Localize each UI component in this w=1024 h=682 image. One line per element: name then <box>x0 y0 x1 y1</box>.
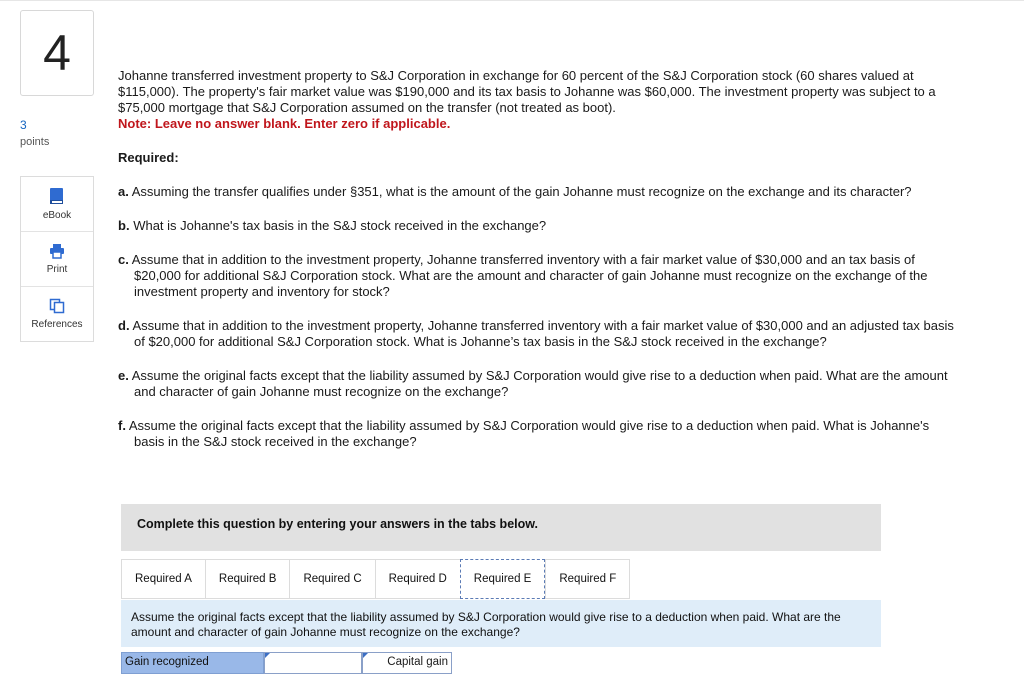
ebook-label: eBook <box>42 210 72 221</box>
required-part-b: b. What is Johanne's tax basis in the S&J stock received in the exchange? <box>118 218 547 233</box>
references-label: References <box>31 319 83 330</box>
tab-required-e[interactable]: Required E <box>460 559 546 599</box>
tools-panel <box>20 176 94 342</box>
tab-required-d[interactable]: Required D <box>375 559 460 599</box>
references-button[interactable] <box>21 287 93 341</box>
points-label: points <box>20 136 50 148</box>
gain-amount-input[interactable] <box>264 652 362 674</box>
ebook-button[interactable] <box>21 177 93 232</box>
problem-text <box>118 68 963 450</box>
top-divider <box>0 0 1024 1</box>
required-tabs <box>121 559 630 599</box>
answer-row <box>121 652 452 674</box>
answer-instruction: Complete this question by entering your answers in the tabs below. <box>121 504 881 551</box>
problem-intro: Johanne transferred investment property to S&J Corporation in exchange for 60 percent of the S&J Corporation stock (60 shares valued at $115,000). The property's fair market value was $190,000 and its tax basis to Johanne was $60,000. The investment property was subject to a $75,000 mortgage that S&J Corporation assumed on the transfer (not treated as boot). <box>118 68 936 115</box>
required-part-f: f. Assume the original facts except that the liability assumed by S&J Corporation would give rise to a deduction when paid. What is Johanne's basis in the S&J stock received in the exchange? <box>118 418 930 449</box>
gain-recognized-label: Gain recognized <box>121 652 264 674</box>
tab-required-c[interactable]: Required C <box>289 559 374 599</box>
required-heading: Required: <box>118 150 179 165</box>
required-part-a: a. Assuming the transfer qualifies under §351, what is the amount of the gain Johanne must recognize on the exchange and its character? <box>118 184 912 199</box>
printer-icon <box>49 243 65 259</box>
required-part-d: d. Assume that in addition to the investment property, Johanne transferred inventory with a fair market value of $30,000 and an adjusted tax basis of $20,000 for additional S&J Corporation stock. What is Johanne’s tax basis in the S&J stock received in the exchange? <box>118 318 954 349</box>
print-label: Print <box>46 264 68 275</box>
tab-prompt: Assume the original facts except that the liability assumed by S&J Corporation would give rise to a deduction when paid. What are the amount and character of gain Johanne must recognize on the exchange? <box>121 600 881 647</box>
print-button[interactable] <box>21 232 93 287</box>
required-part-e: e. Assume the original facts except that the liability assumed by S&J Corporation would give rise to a deduction when paid. What are the amount and character of gain Johanne must recognize on the exchange? <box>118 368 948 399</box>
points-block <box>20 118 49 148</box>
gain-character-select[interactable]: Capital gain <box>362 652 452 674</box>
references-icon <box>49 298 65 314</box>
required-part-c: c. Assume that in addition to the investment property, Johanne transferred inventory with a fair market value of $30,000 and an tax basis of $20,000 for additional S&J Corporation stock. What are the amount and character of gain Johanne must recognize on the exchange of the investment property and inventory for stock? <box>118 252 928 299</box>
book-icon <box>49 187 65 205</box>
problem-note: Note: Leave no answer blank. Enter zero if applicable. <box>118 116 451 131</box>
tab-required-f[interactable]: Required F <box>545 559 630 599</box>
points-value: 3 <box>20 118 27 132</box>
question-number: 4 <box>20 10 94 96</box>
tab-required-b[interactable]: Required B <box>205 559 290 599</box>
tab-required-a[interactable]: Required A <box>121 559 205 599</box>
